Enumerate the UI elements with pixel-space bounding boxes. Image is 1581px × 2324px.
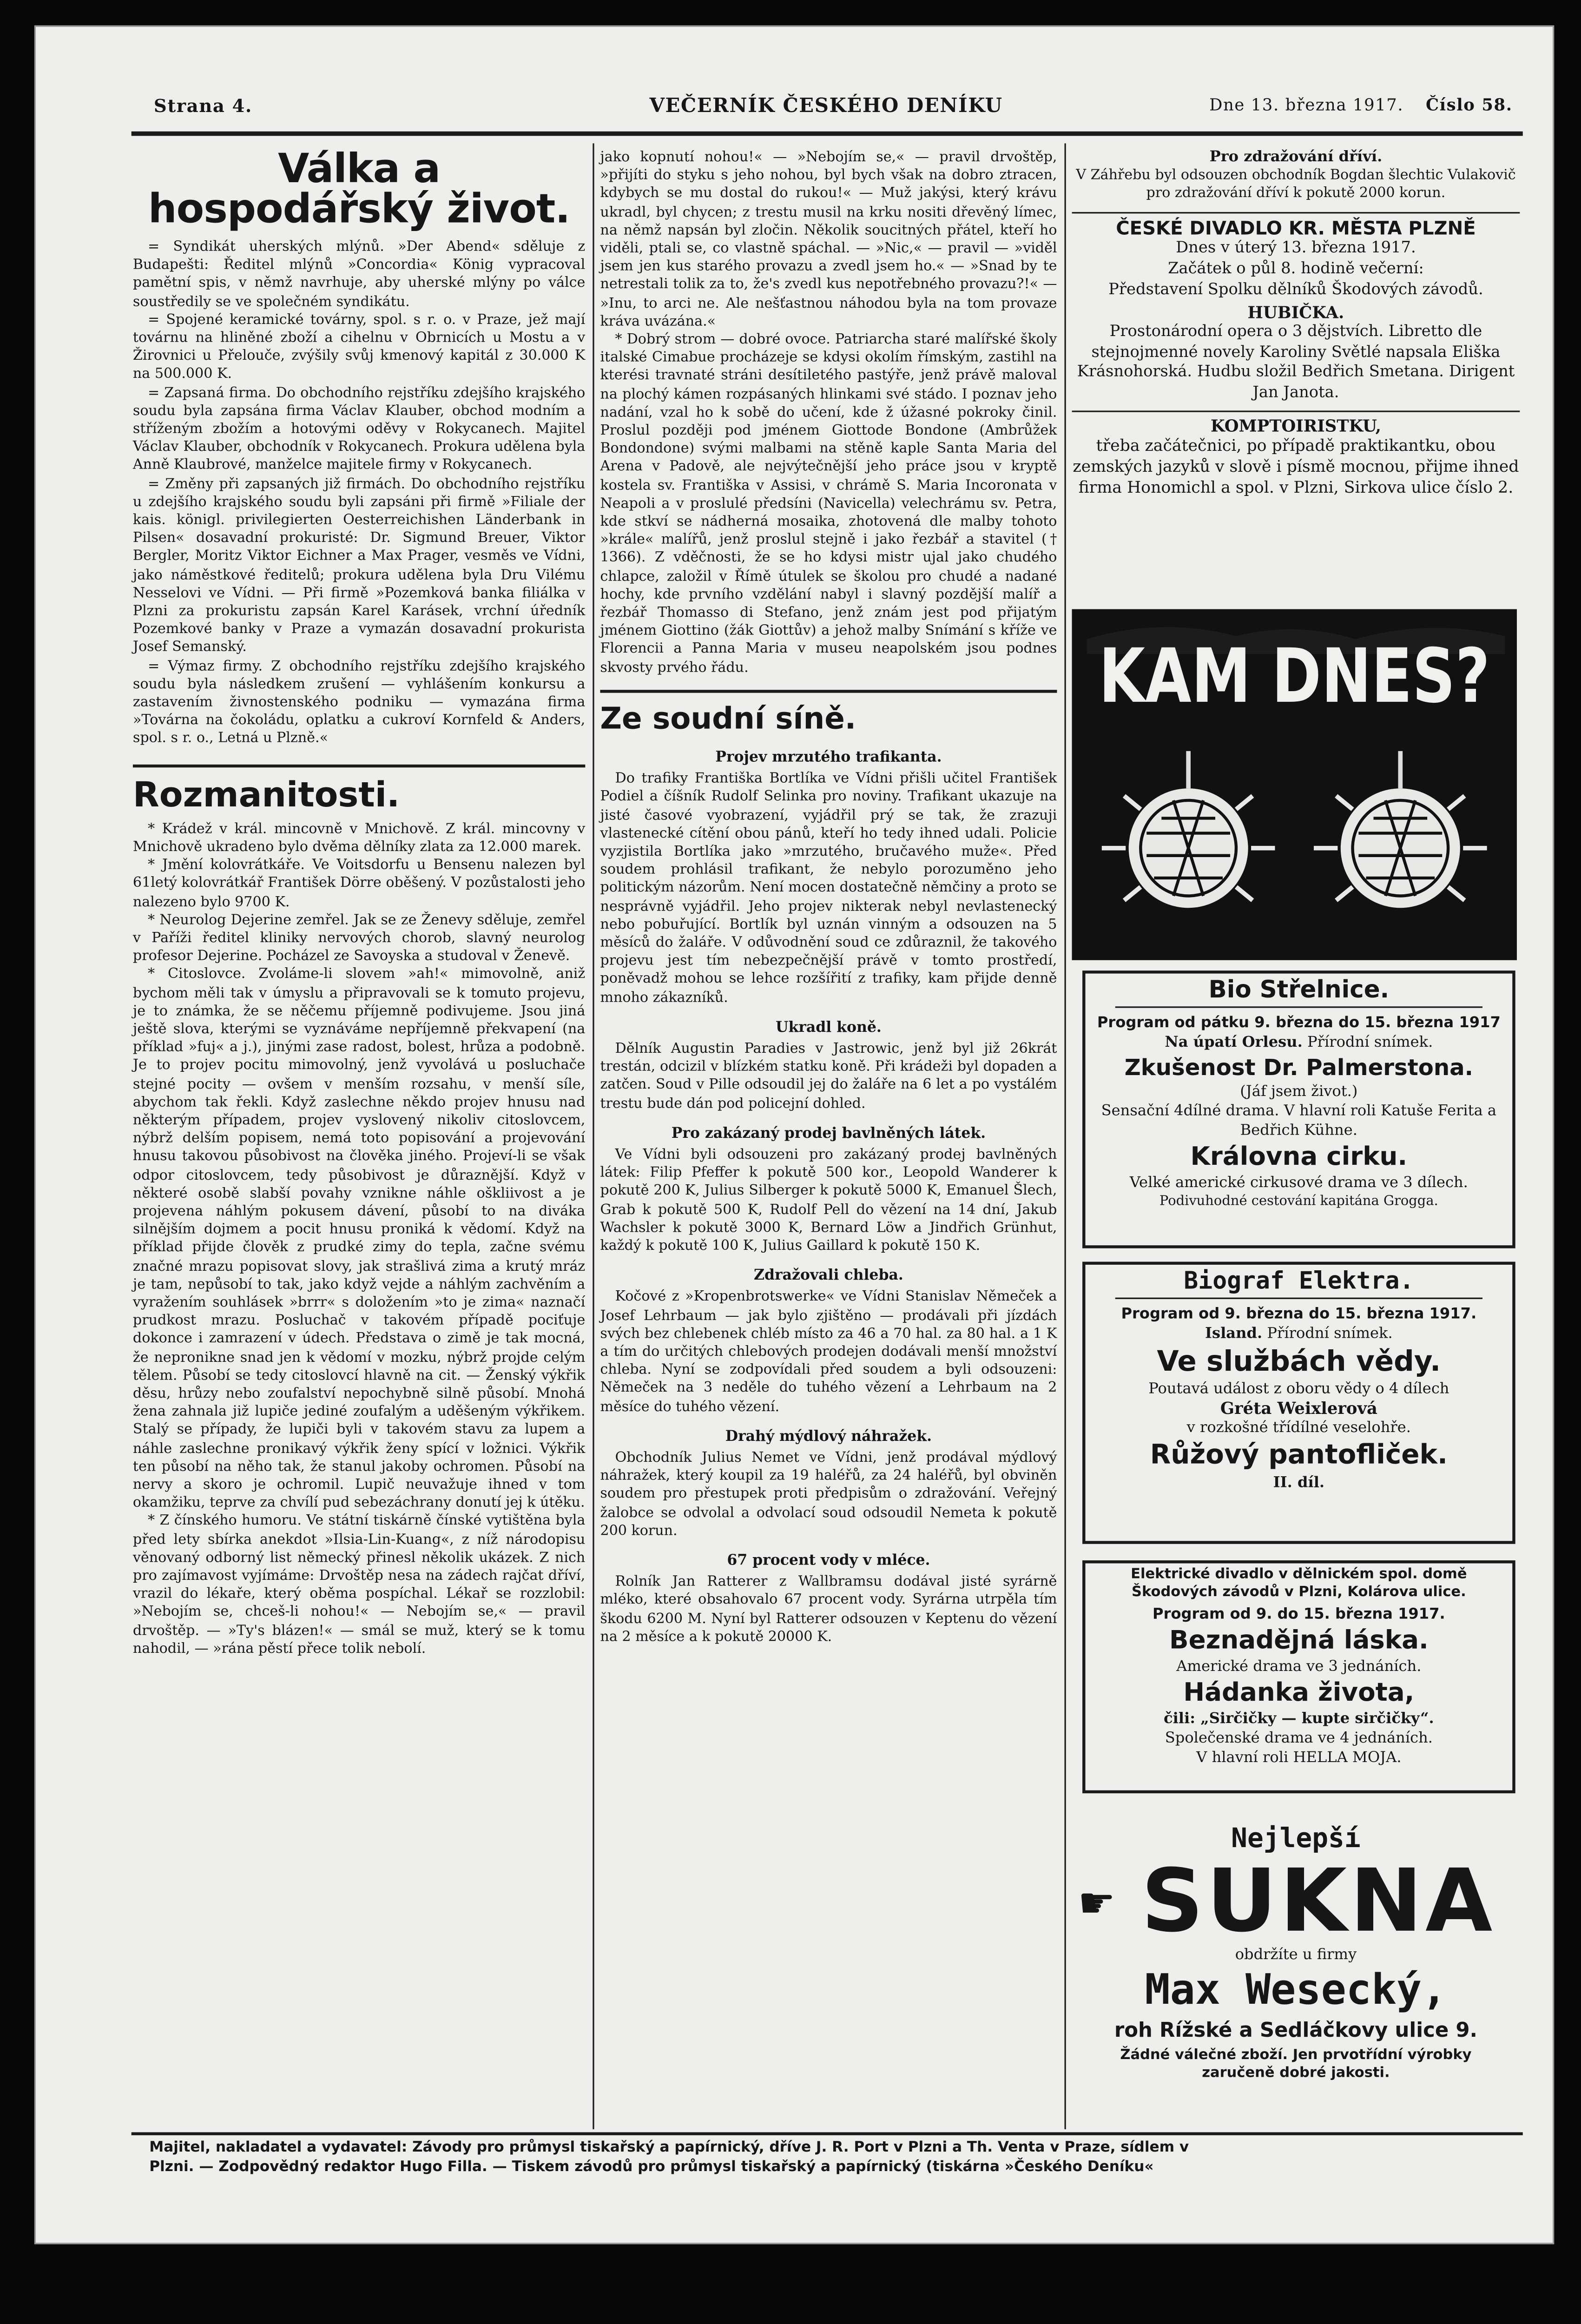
nature-film: Na úpatí Orlesu. <box>1165 1035 1303 1051</box>
nature-note: Přírodní snímek. <box>1307 1035 1433 1051</box>
ad-big-word: SUKNA <box>1141 1850 1495 1952</box>
court-section-title: Projev mrzutého trafikanta. <box>715 749 942 766</box>
notice-text: V Záhřebu byl odsouzen obchodník Bogdan šlechtic Vulakovič pro zdražování dříví k pokutě 2000 korun. <box>1076 167 1516 202</box>
court-section-title: 67 procent vody v mléce. <box>727 1553 930 1570</box>
court-section-title: Ukradl koně. <box>775 1019 882 1036</box>
opera-title: HUBIČKA. <box>1247 303 1344 323</box>
cinema-title: Biograf Elektra. <box>1115 1265 1482 1299</box>
article-paragraph: * Neurolog Dejerine zemřel. Jak se ze Ženevy sděluje, zemřel v Paříži ředitel kliniky nervových chorob, slavný neurolog profesor Dejerine. Pocházel ze Savoyska a studoval v Ženevě. <box>132 911 586 965</box>
pointing-hand-icon: ☛ <box>1078 1878 1116 1928</box>
column-rule-1 <box>593 143 594 2129</box>
film-description: Velké americké cirkusové drama ve 3 dílech. <box>1129 1175 1468 1192</box>
ad-top-line: Nejlepší <box>1231 1823 1361 1855</box>
article-paragraph: * Z čínského humoru. Ve státní tiskárně čínské vytištěna byla před lety sbírka anekdot »Ilsia-Lin-Kuang«, z níž národopisu věnovaný odborný list německý přinesl několik ukázek. Z nich pro zajímavost vyjímáme: Drvoštěp nesa na zádech rajčat dříví, vrazil do lékaře, který oběma pospíchal. Lékař se rozzlobil: »Nebojím se, chceš-li nohou!« — Nebojím se,« — pravil drvoštěp. — »Ty's blázen!« — smál se muž, který se k tomu nahodil, — »rána pěstí přece tolik nebolí. <box>132 1513 586 1657</box>
ad-sukna <box>1072 1825 1520 2124</box>
column-3-notices <box>1072 149 1520 597</box>
headline-war-economy: Válka a hospodářský život. <box>148 146 570 233</box>
column-1 <box>132 146 586 2129</box>
article-paragraph: jako kopnutí nohou!« — »Nebojím se,« — pravil drvoštěp, »přijíti do styku s jeho nohou, byl bych však na dobro ztracen, kdybych se mu dostal do rukou!« — Muž jakýsi, který krávu ukradl, byl chycen; z trestu musil na krku nositi dřevěný límec, na němž napsán byl zločin. Několik soucitných přátel, kteří ho viděli, ptali se, co vlastně spáchal. — »Nic,« — pravil — »viděl jsem jen kus starého provazu a zvedl jsem ho.« — »Snad by te netrestali tolik za to, že's zvedl kus nepotřebného provazu?!« — »Inu, to arci ne. Ale nešťastnou náhodou byla na tom provaze kráva uvázána.« <box>600 149 1057 330</box>
article-paragraph: * Jmění kolovrátkáře. Ve Voitsdorfu u Bensenu nalezen byl 61letý kolovrátkář František Dörre oběšený. V pozůstalosti jeho nalezeno bylo 9700 K. <box>132 857 586 911</box>
film-title: Ve službách vědy. <box>1157 1345 1441 1379</box>
article-paragraph: = Syndikát uherských mlýnů. »Der Abend« sděluje z Budapešti: Ředitel mlýnů »Concordia« König vypracoval pamětní spis, v němž navrhuje, aby uherské mlýny po válce soustředily se ve společném syndikátu. <box>132 239 586 310</box>
cinema-program: Program od 9. do 15. března 1917. <box>1153 1606 1445 1623</box>
opera-text: Prostonárodní opera o 3 dějstvích. Libretto dle stejnojmenné novely Karoliny Světlé napsala Eliška Krásnohorská. Hudbu složil Bedřich Smetana. Dirigent Jan Janota. <box>1077 322 1515 401</box>
nature-film: Island. <box>1205 1326 1263 1343</box>
job-text: třeba začátečnici, po případě praktikantku, obou zemských jazyků v slově i písmě mocnou, přijme ihned firma Honomichl a spol. v Plzni, Sirkova ulice číslo 2. <box>1073 436 1519 498</box>
theatre-line: Začátek o půl 8. hodině večerní: <box>1168 259 1424 277</box>
film-title: Zkušenost Dr. Palmerstona. <box>1124 1054 1473 1081</box>
film-subtitle: (Jáf jsem život.) <box>1240 1084 1358 1101</box>
section-rule <box>600 690 1057 693</box>
film-description: Americké drama ve 3 jednáních. <box>1176 1659 1422 1676</box>
headline-miscellany: Rozmanitosti. <box>132 776 400 815</box>
section-rule <box>133 764 585 767</box>
page-number: Strana 4. <box>153 95 252 117</box>
cinema-title: Elektrické divadlo v dělnickém spol. domě Škodových závodů v Plzni, Kolárova ulice. <box>1131 1566 1467 1601</box>
court-section-title: Pro zakázaný prodej bavlněných látek. <box>671 1125 986 1142</box>
article-paragraph: = Zapsaná firma. Do obchodního rejstříku zdejšího krajského soudu byla zapsána firma Václav Klauber, obchod modním a stříženým zbožím a hotovými oděvy v Rokycanech. Majitel Václav Klauber, obchodník v Rokycanech. Prokura udělena byla Anně Klaubrové, manželce majitele firmy v Rokycanech. <box>132 384 586 474</box>
imprint-line: Plzni. — Zodpovědný redaktor Hugo Filla. — Tiskem závodů pro průmysl tiskařský a papírnický (tiskárna »Českého Deníku« <box>149 2159 1154 2176</box>
ad-address: roh Rížské a Sedláčkovy ulice 9. <box>1114 2019 1478 2043</box>
kam-dnes-graphic <box>1072 609 1517 960</box>
court-section-title: Drahý mýdlový náhražek. <box>725 1428 932 1446</box>
notice-title: Pro zdražování dříví. <box>1209 149 1383 166</box>
film-description: Společenské drama ve 4 jednáních. <box>1165 1730 1433 1747</box>
issue-number: Číslo 58. <box>1425 95 1513 115</box>
issue-date: Dne 13. března 1917. <box>1209 95 1404 115</box>
court-section-text: Ve Vídni byli odsouzeni pro zakázaný prodej bavlněných látek: Filip Pfeffer k pokutě 500 kor., Leopold Wanderer k pokutě 200 K, Julius Silberger k pokutě 5000 K, Emanuel Šlech, Grab k pokutě 500 K, Rudolf Pell do vězení na 14 dní, Jakub Wachsler k pokutě 3000 K, Bernard Löw a Jindřich Grünhut, každý k pokutě 100 K, Julius Gaillard k pokutě 150 K. <box>600 1147 1057 1254</box>
court-section-text: Obchodník Julius Nemet ve Vídni, jenž prodával mýdlový náhražek, který koupil za 19 haléřů, za 24 haléřů, byl obviněn soudem pro přestupek proti předpisům o zdražování. Veřejný žalobce se odvolal a odvolací soud odsoudil Nemeta k pokutě 200 korun. <box>600 1450 1057 1539</box>
film-star: V hlavní roli HELLA MOJA. <box>1196 1750 1402 1767</box>
nature-note: Přírodní snímek. <box>1267 1326 1393 1343</box>
imprint-line: Majitel, nakladatel a vydavatel: Závody pro průmysl tiskařský a papírnický, dříve J. R. Port v Plzni a Th. Venta v Praze, sídlem v <box>149 2139 1189 2156</box>
kam-dnes-text: KAM DNES? <box>1099 632 1490 720</box>
cinema-program: Program od pátku 9. března do 15. března 1917 <box>1097 1015 1501 1032</box>
film-note: Podivuhodné cestování kapitána Grogga. <box>1159 1195 1438 1210</box>
theatre-title: ČESKÉ DIVADLO KR. MĚSTA PLZNĚ <box>1116 216 1476 238</box>
masthead-title: VEČERNÍK ČESKÉHO DENÍKU <box>649 95 1003 118</box>
film-title: Královna cirku. <box>1190 1142 1408 1172</box>
film-subtitle: čili: „Sirčičky — kupte sirčičky“. <box>1164 1711 1434 1728</box>
job-title: KOMPTOIRISTKU, <box>1210 416 1381 436</box>
article-paragraph: * Citoslovce. Zvoláme-li slovem »ah!« mimovolně, aniž bychom měli tak v úmyslu a připravovali se k tomuto projevu, je to známka, že se něčemu příjemně podivujeme. Jsou jiná ještě slova, kterými se vyznáváme nepříjemně překvapení (na příklad »fuj« a j.), jinými zase radost, bolest, hrůza a podobně. Je to projev pocitu mimovolný, jenž vyvolává u posluchače stejné pocity — ovšem v menším rozsahu, v menší síle, abychom tak řekli. Když zaslechne někdo projev hnusu nad některým případem, projev vyslovený nikoliv citoslovcem, nýbrž delším popisem, nemá toto popisování a projevování hnusu takovou působivost na člověka jiného. Projeví-li se však odpor citoslovcem, tedy působivost je důraznější. Když v některé osobě slabší povahy vznikne náhle oškliivost a je projevena náhlým pokusem dávení, působí to na divákа silnějším dojmem a pocit hnusu proniká k vědomí. Když na příklad přijde člověk z prudké zimy do tepla, začne svému značné mrazu popisovat slovy, jak strašlivá zima a krutý mráz je tam, nepůsobí to tak, jako když vejde a náhlým zachvěním a vyražením souhlásek »brrr« s doložením »to je zima« naznačí prudkost mrazu. Posluchač v takovém případě pociťuje dokonce i zamrazení v údech. Představa o zimě je tak mocná, že nepronikne snad jen k vědomí v mozku, nýbrž projde celým tělem. Působí se tedy citoslovcí hlavně na cit. — Ženský výkřik děsu, hrůzy nebo zoufalství nepochybně silně působí. Mnohá žena zahnala již lupiče jediné zoufalým a uděšeným výkřikem. Stalý se případy, že lupiči byli v takovém stavu za lupem a náhle zaslechne pronikavý výkřik ženy spící v ložnici. Výkřik ten působí na něho tak, že stanul jakoby ochromen. Působí na nervy a skoro je ochromil. Lupič neuvažuje ihned v tom okamžiku, teprve za chvílí pud sebezáchrany donutí jej k útěku. <box>132 966 586 1512</box>
cinema-title: Bio Střelnice. <box>1115 974 1482 1008</box>
film-description: Sensační 4dílné drama. V hlavní roli Katuše Ferita a Bedřich Kühne. <box>1101 1103 1497 1140</box>
court-section-text: Do trafiky Františka Bortlíka ve Vídni přišli učitel František Podiel a číšník Rudolf Selinka pro noviny. Trafikant ukazuje na jisté časové vyobrazení, vyjádřil prý se tak, že zrazuji vlastenecké cítění obou pánů, kteří ho tedy ihned udali. Policie vyzjistila Bortlíka jako »mrzutého, bručavého muže«. Před soudem prohlásil trafikant, že nebylo porozuměno jeho politickým názorům. Není mocen dostatečně němčiny a proto se nesprávně vyjádřil. Jeho projev nikterak nebyl nevlastenecký nebo pobuřující. Bortlík byl uznán vinným a odsouzen na 5 měsíců do žaláře. V odůvodnění soud ce zdůraznil, že takového projevu jest tím nebezpečnější právě v tomto prostředí, poněvadž mohou se lehce rozšířití z trafiky, kam přijde denně mnoho zákazníků. <box>600 770 1057 1006</box>
court-section-text: Kočové z »Kropenbrotswerke« ve Vídni Stanislav Němeček a Josef Lehrbaum — jak bylo zjištěno — prodávali při jízdách svých bez chlebenek chléb místo za 46 a 70 hal. za 80 hal. a 1 K a tím do určitých chlebových prodejen dodávali menší množství chleba. Nyní se zodpovídali před soudem a byli odsouzeni: Němeček na 3 neděle do tuhého vězení a Lehrbaum na 2 měsíce do tuhého vězení. <box>600 1289 1057 1415</box>
ad-elektricke-divadlo <box>1082 1560 1515 1793</box>
footer-rule <box>132 2132 1523 2135</box>
headline-court: Ze soudní síně. <box>600 700 856 736</box>
theatre-line: Představení Spolku dělníků Škodových závodů. <box>1108 280 1483 298</box>
film-part: II. díl. <box>1273 1475 1325 1492</box>
ad-biograf-elektra <box>1082 1262 1515 1544</box>
header-rule <box>132 132 1523 136</box>
ad-bio-strelnice <box>1082 971 1515 1248</box>
court-section-title: Zdražovali chleba. <box>754 1268 903 1285</box>
film-title: Růžový pantofliček. <box>1150 1439 1448 1471</box>
column-rule-2 <box>1065 143 1066 2129</box>
film-title: Hádanka života, <box>1183 1678 1415 1709</box>
article-paragraph: = Výmaz firmy. Z obchodního rejstříku zdejšího krajského soudu byla následkem zrušení — vyhlášením konkursu a zastavením živnostenského podniku — vymazána firma »Továrna na čokoládu, oplatku a cukroví Kornfeld & Anders, spol. s r. o., Letná u Plzně.« <box>132 658 586 747</box>
ad-note: Žádné válečné zboží. Jen prvotřídní výrobky zaručeně dobré jakosti. <box>1120 2047 1472 2082</box>
ad-mid-line: obdržíte u firmy <box>1235 1947 1357 1964</box>
section-rule <box>1072 211 1520 213</box>
ad-firm-name: Max Wesecký, <box>1145 1965 1447 2014</box>
kam-dnes-banner <box>1072 609 1517 960</box>
theatre-line: Dnes v úterý 13. března 1917. <box>1176 238 1416 257</box>
film-star: Gréta Weixlerová <box>1220 1399 1377 1419</box>
column-2 <box>600 149 1057 2129</box>
court-section-text: Rolník Jan Ratterer z Wallbramsu dodával jisté syrárně mléko, které obsahovalo 67 procent vody. Syrárna utrpěla tím škodu 6200 M. Nyní byl Ratterer odsouzen v Keptenu do vězení na 2 měsíce a k pokutě 20000 K. <box>600 1574 1057 1645</box>
article-paragraph: = Změny při zapsaných již firmách. Do obchodního rejstříku u zdejšího krajského soudu byli zapsáni při firmě »Filiale der kais. königl. privilegierten Oesterreichishen Länderbank in Pilsen« dosavadní prokuristé: Dr. Sigmund Breuer, Viktor Bergler, Moritz Viktor Eichner a Max Prager, vesměs ve Vídni, jako náměstkové ředitelů; prokura udělena byla Dru Vilému Nesselovi ve Vídni. — Při firmě »Pozemková banka filiálka v Plzni za prokuristu zapsán Karel Karásek, vrchní úředník Pozemkové banky v Praze a vymazán dosavadní prokurista Josef Semanský. <box>132 475 586 656</box>
article-paragraph: = Spojené keramické továrny, spol. s r. o. v Praze, jež mají továrnu na hliněné zboží a cihelnu v Obrnicích u Mostu a v Žirovnici u Přelouče, zvýšily svůj kmenový kapitál z 30.000 K na 500.000 K. <box>132 311 586 383</box>
imprint <box>149 2138 1520 2177</box>
court-section-text: Dělník Augustin Paradies v Jastrowic, jenž byl již 26krát trestán, odcizil v blízkém statku koně. Při krádeži byl dopaden a zatčen. Soud v Pille odsoudil jej do žaláře na 6 let a po vystálém trestu bude dán pod policejní dohled. <box>600 1040 1057 1112</box>
film-description: Poutavá událost z oboru vědy o 4 dílech <box>1148 1381 1449 1398</box>
section-rule <box>1072 410 1520 412</box>
cinema-program: Program od 9. března do 15. března 1917. <box>1121 1306 1477 1323</box>
article-paragraph: * Krádež v král. mincovně v Mnichově. Z král. mincovny v Mnichově ukradeno bylo dvěma dělníky zlata za 12.000 marek. <box>132 820 586 856</box>
film-note: v rozkošné třídílné veselohře. <box>1186 1420 1411 1437</box>
film-title: Beznadějná láska. <box>1169 1626 1429 1656</box>
article-paragraph: * Dobrý strom — dobré ovoce. Patriarcha staré malířské školy italské Cimabue procházeje se kdysi okolím římským, zastihl na kterési travnaté stráni desítiletého pastýře, jenž právě maloval na plochý kámen rozpásaných hlinkami své stádo. I poznav jeho nadání, vzal ho k sobě do učení, kde ž úžasné pokroky činil. Proslul později pod jménem Giottode Bondone (Ambrůžek Bondondone) svými malbami na stěně kaple Santa Maria del Arena v Padově, ale nejvýtečnější jeho práce jsou v kryptě kostela sv. Františka v Assisi, v chrámě S. Maria Incoronata v Neapoli a v proslulé předsíni (Navicella) velechrámu sv. Petra, kde stkví se nádherná mosaika, zhotovená dle malby tohoto »krále« malířů, jenž proslul stejně i jako řezbář a stavitel († 1366). Z vděčnosti, že se ho kdysi mistr ujal jako chudého chlapce, založil v Římě útulek se školou pro chudé a nadané hochy, kde prvního vzdělání nabyl i slavný pozdější malíř a řezbář Thomasso di Stefano, jenž znám jest pod přijatým jménem Giottino (žák Giottův) a jehož malby Snímání s kříže ve Florencii a Panna Maria v museu neapolském jsou podnes skvosty prvého řádu. <box>600 331 1057 676</box>
